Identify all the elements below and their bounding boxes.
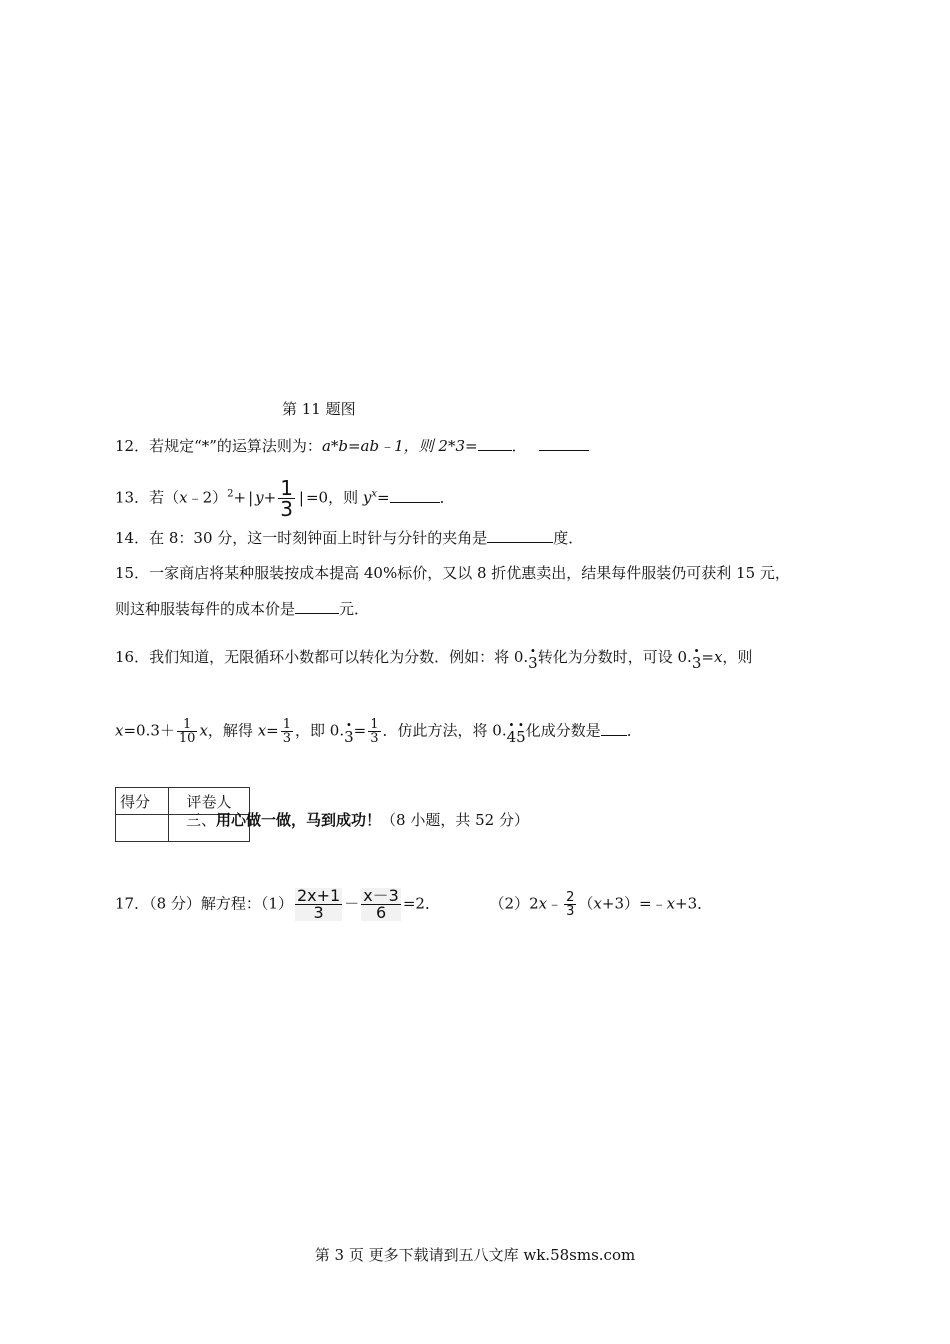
q16-l2-e: =: [353, 721, 367, 740]
question-16-line-1: [115, 647, 753, 672]
figure-caption: 第 11 题图: [282, 400, 356, 418]
frac-den: 3: [566, 904, 575, 919]
frac-den: 6: [375, 903, 387, 922]
page-footer: 第 3 页 更多下载请到五八文库 wk.58sms.com: [314, 1246, 636, 1264]
frac-num: 1: [370, 717, 379, 732]
q17-minus: －: [344, 894, 360, 913]
grader-header: 评卷人: [169, 788, 250, 815]
q13-blank[interactable]: [390, 488, 440, 503]
q13-sup: 2: [227, 488, 234, 500]
question-14: [115, 528, 583, 548]
q16-l2-d: ，即 0.: [295, 721, 345, 740]
q16-l2-x3: x: [257, 721, 267, 740]
q13-yx: y: [362, 488, 372, 507]
frac-num: x－3: [363, 886, 399, 905]
q15-unit: 元．: [339, 600, 370, 618]
q17-p2-e: +3．: [675, 894, 713, 913]
repeating-digit-3a: · 3: [528, 653, 538, 673]
q16-frac-1-10: [177, 718, 198, 745]
repeating-digit-3b: · 3: [692, 653, 702, 673]
q16-l1-b: 转化为分数时，可设 0.: [537, 648, 692, 666]
q12-text: 12．若规定“*”的运算法则为：: [115, 437, 322, 455]
q13-y: y: [255, 488, 264, 507]
question-15-line-2: [115, 599, 369, 619]
frac-num: 1: [177, 718, 198, 732]
q16-frac-1-3a: [281, 718, 293, 745]
q13-minus2: ﹣2）: [187, 488, 228, 507]
q16-frac-1-3b: [368, 718, 380, 745]
q12-blank-2[interactable]: [539, 436, 589, 451]
q13-after: =0，则: [305, 488, 363, 507]
q17-frac-2x+1: [295, 888, 342, 921]
q12-blank-1[interactable]: [478, 436, 512, 451]
section-3-prefix: 三、: [186, 811, 217, 829]
q13-prefix: 13．若（: [115, 488, 180, 507]
q16-l2-a: =0.3＋: [123, 721, 175, 740]
q17-frac-x-3: [361, 888, 401, 921]
q17-prefix: 17．（8 分）解方程：（1）: [115, 894, 293, 913]
q17-p2-x: x: [538, 894, 548, 913]
q17-p2-a: （2）2: [489, 894, 539, 913]
score-cell[interactable]: [116, 815, 169, 842]
q17-eq: =2．: [402, 894, 440, 913]
q12-tail: ．: [511, 437, 527, 455]
frac-num: 1: [282, 717, 292, 732]
section-3-note: （8 小题，共 52 分）: [381, 811, 529, 829]
question-16-line-2: [115, 718, 642, 745]
q16-l1-a: 16．我们知道，无限循环小数都可以转化为分数．例如：将 0.: [115, 648, 529, 666]
question-12: [115, 436, 589, 456]
q16-l2-x2: x: [199, 721, 208, 740]
score-header: 得分: [116, 788, 169, 815]
q16-l2-g: 化成分数是: [525, 721, 601, 740]
q17-frac-2-3: [564, 891, 576, 918]
q13-x: x: [179, 488, 188, 507]
frac-num: 2: [566, 890, 575, 905]
q17-p2-b: ﹣: [547, 894, 563, 913]
q16-l2-f: ．仿此方法，将 0.: [382, 721, 507, 740]
frac-num: 2x+1: [296, 886, 341, 905]
q15-blank[interactable]: [295, 599, 339, 614]
q13-eq: =: [377, 488, 390, 507]
q16-l1-d: ，则: [722, 648, 753, 666]
q14-blank[interactable]: [487, 528, 553, 543]
q16-l2-h: ．: [626, 721, 642, 740]
question-15-line-1: 15．一家商店将某种服装按成本提高 40%标价，又以 8 折优惠卖出，结果每件服装仍可获利 15 元，: [115, 564, 790, 582]
q13-plus: +: [233, 488, 247, 507]
q17-p2-c: （: [578, 894, 594, 913]
abs-bar-left: |: [248, 488, 254, 507]
q13-end: ．: [439, 488, 455, 507]
repeating-digit-5: · 5: [516, 727, 526, 747]
q13-fraction: [278, 478, 295, 519]
question-13: [115, 478, 455, 519]
q12-expr: a*b=ab﹣1，则 2*3=: [321, 437, 478, 455]
q13-frac-den: 3: [280, 497, 293, 521]
frac-den: 3: [282, 731, 292, 746]
section-3-heading: [186, 810, 529, 830]
question-17: [115, 888, 712, 921]
q16-l2-x: x: [115, 721, 124, 740]
repeating-digit-3c: · 3: [344, 727, 354, 747]
frac-den: 10: [178, 731, 196, 746]
q17-p2-x2: x: [593, 894, 602, 913]
q15-line2: 则这种服装每件的成本价是: [115, 600, 296, 618]
frac-den: 3: [313, 903, 324, 922]
q13-plus2: +: [263, 488, 277, 507]
q17-p2-d: +3）=﹣: [601, 894, 667, 913]
section-3-title: 用心做一做，马到成功！: [216, 811, 382, 829]
q14-unit: 度．: [553, 529, 584, 547]
q14-text: 14．在 8：30 分，这一时刻钟面上时针与分针的夹角是: [115, 529, 488, 547]
abs-bar-right: |: [298, 488, 304, 507]
q16-x1: x: [713, 648, 723, 666]
q13-frac-num: 1: [280, 476, 293, 500]
q16-blank[interactable]: [601, 721, 627, 736]
q17-p2-x3: x: [666, 894, 676, 913]
q16-l2-b: ，解得: [207, 721, 258, 740]
repeating-digit-4: · 4: [507, 727, 517, 747]
q16-l2-c: =: [266, 721, 279, 740]
frac-den: 3: [370, 731, 379, 746]
q16-l1-c: =: [701, 648, 714, 666]
q13-supx: x: [371, 488, 377, 500]
